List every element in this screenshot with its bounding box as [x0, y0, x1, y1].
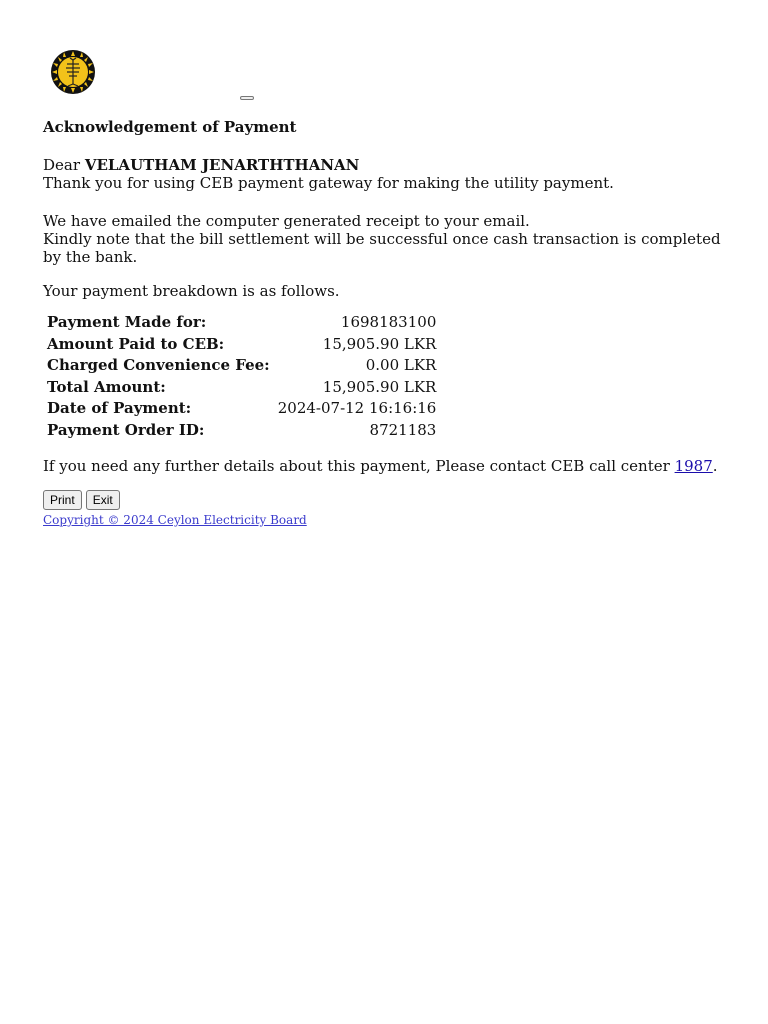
- print-button[interactable]: Print: [43, 490, 82, 510]
- row-value: 0.00 LKR: [365, 356, 437, 375]
- breakdown-intro: Your payment breakdown is as follows.: [43, 282, 340, 300]
- row-value: 1698183100: [340, 313, 437, 332]
- action-buttons: [43, 490, 723, 510]
- copyright-link[interactable]: Copyright © 2024 Ceylon Electricity Board: [43, 513, 307, 527]
- page-title: Acknowledgement of Payment: [43, 118, 297, 136]
- row-value: 15,905.90 LKR: [322, 334, 437, 353]
- greeting-prefix: Dear: [43, 156, 81, 174]
- row-label: Amount Paid to CEB:: [47, 334, 225, 353]
- ceb-logo-svg: [50, 48, 96, 96]
- settlement-note: Kindly note that the bill settlement will be successful once cash transaction is completed by the bank.: [43, 230, 721, 266]
- row-label: Payment Made for:: [47, 313, 207, 332]
- contact-text: [43, 457, 723, 475]
- greeting: [43, 156, 723, 174]
- table-row: [47, 399, 436, 418]
- row-value: 8721183: [369, 420, 437, 439]
- ceb-logo-icon: [50, 48, 96, 96]
- table-row: [47, 378, 436, 397]
- row-label: Payment Order ID:: [47, 420, 205, 439]
- contact-prefix: If you need any further details about this payment, Please contact CEB call center: [43, 457, 670, 475]
- email-note: We have emailed the computer generated receipt to your email.: [43, 212, 530, 230]
- table-row: [47, 421, 436, 440]
- acknowledgement-content: [43, 118, 723, 528]
- table-row: [47, 313, 436, 332]
- table-row: [47, 335, 436, 354]
- row-value: 2024-07-12 16:16:16: [277, 399, 437, 418]
- thank-you-text: Thank you for using CEB payment gateway for making the utility payment.: [43, 174, 614, 192]
- payment-breakdown-table: [43, 310, 440, 442]
- table-row: [47, 356, 436, 375]
- small-toggle-button[interactable]: [240, 96, 254, 100]
- row-label: Charged Convenience Fee:: [47, 356, 270, 375]
- row-value: 15,905.90 LKR: [322, 377, 437, 396]
- contact-suffix: .: [712, 457, 718, 475]
- row-label: Date of Payment:: [47, 399, 192, 418]
- exit-button[interactable]: Exit: [86, 490, 120, 510]
- customer-name: VELAUTHAM JENARTHTHANAN: [84, 156, 360, 174]
- footer: [43, 512, 723, 528]
- row-label: Total Amount:: [47, 377, 166, 396]
- call-center-link[interactable]: 1987: [674, 457, 713, 475]
